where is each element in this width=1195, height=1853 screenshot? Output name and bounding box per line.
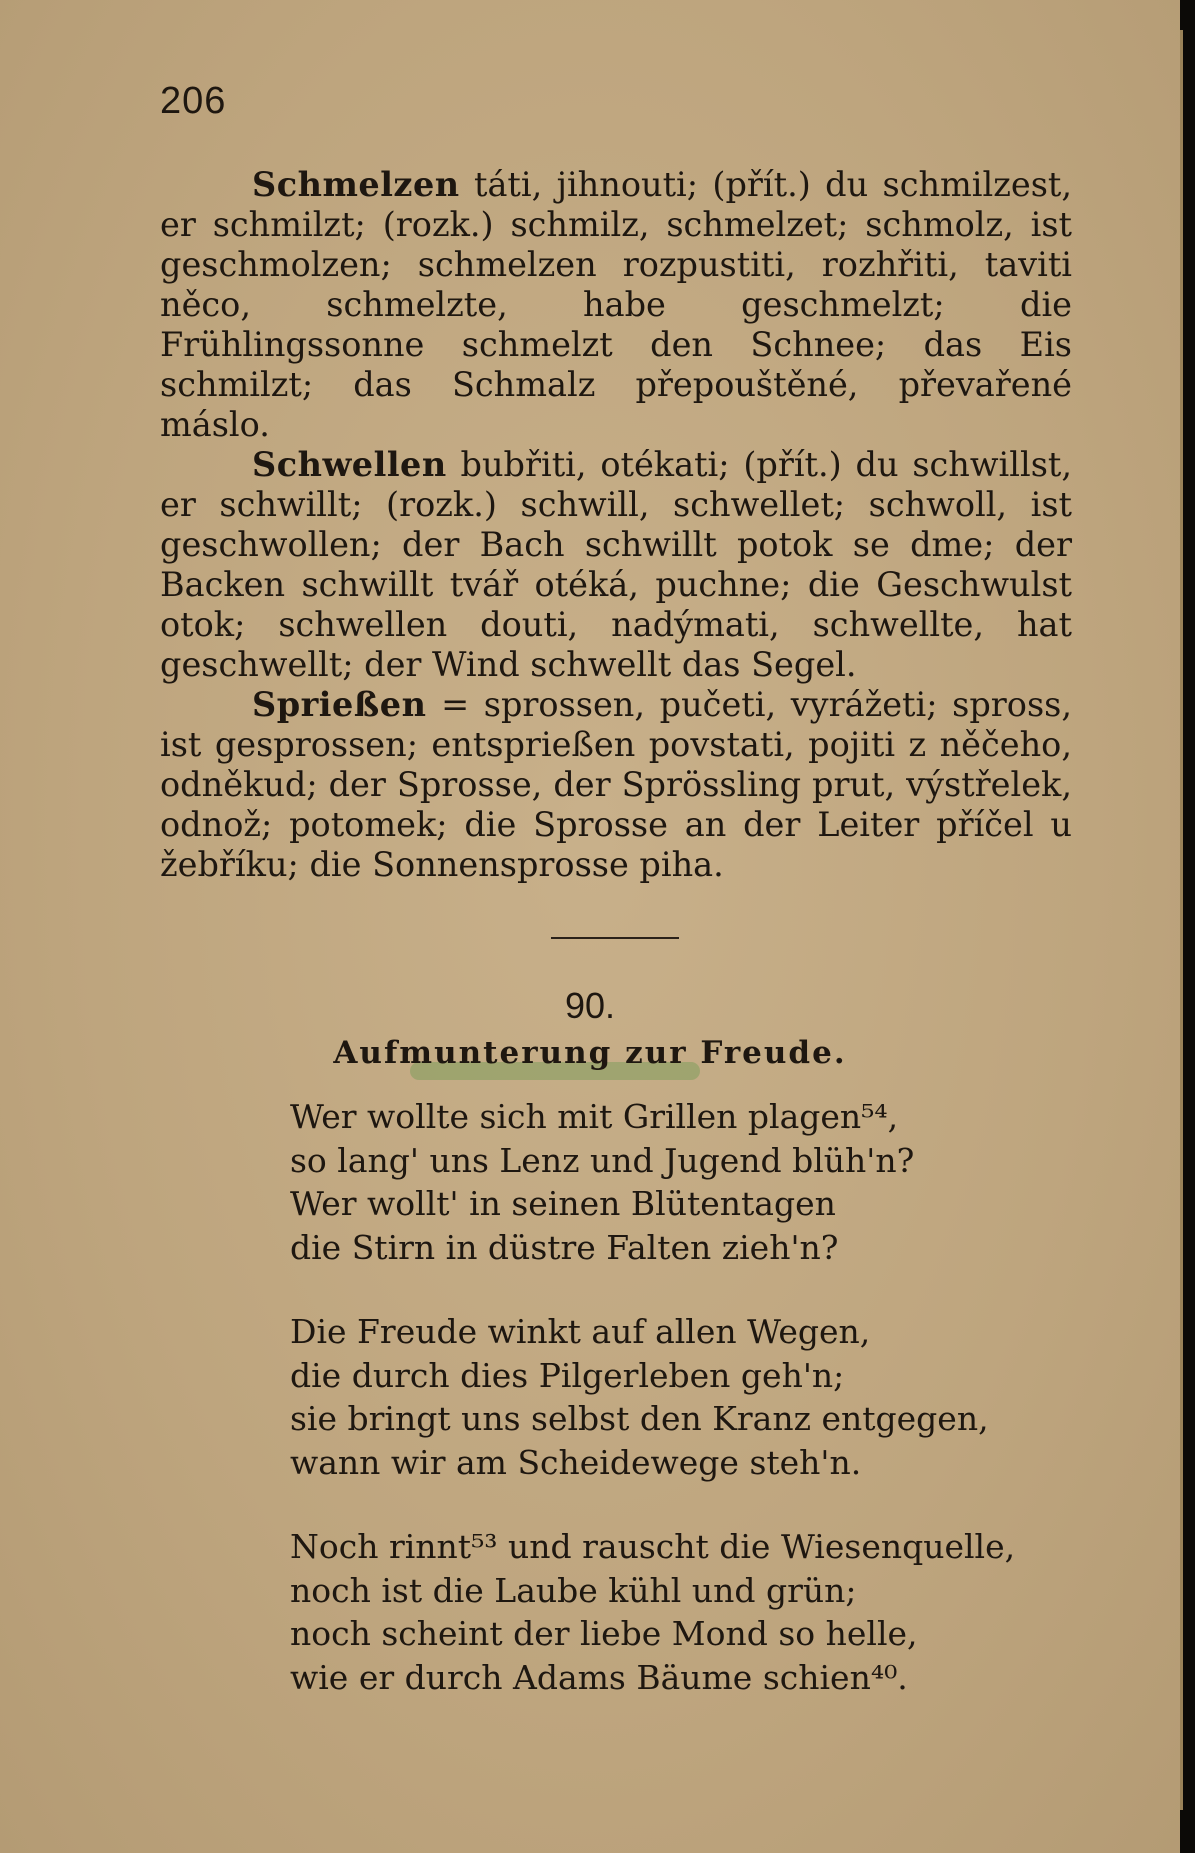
poem-line: die durch dies Pilgerleben geh'n; [290,1355,845,1395]
entry-headword: Schwellen [252,445,447,484]
stanza [290,1525,1016,1699]
stanza [290,1095,1010,1269]
poem-line: wann wir am Scheidewege steh'n. [290,1442,862,1482]
entry-headword: Sprießen [252,685,427,724]
section-divider [551,937,679,939]
entry-text: bubřiti, otékati; (přít.) du schwillst, er schwillt; (rozk.) schwill, schwellet; schwoll, ist geschwollen; der Bach schwillt potok se dme; der Backen schwillt tvář otéká, puchne; die Geschwulst otok; schwellen douti, nadýmati, schwellte, hat geschwellt; der Wind schwellt das Segel. [160,445,1072,684]
poem-line: noch ist die Laube kühl und grün; [290,1570,857,1610]
poem-line: so lang' uns Lenz und Jugend blüh'n? [290,1140,915,1180]
entry-text: = sprossen, pučeti, vyrážeti; spross, ist gesprossen; entsprießen povstati, pojiti z něčeho, odněkud; der Sprosse, der Sprössling prut, výstřelek, odnož; potomek; die Sprosse an der Leiter příčel u žebříku; die Sonnensprosse piha. [160,685,1072,884]
poem-line: Noch rinnt⁵³ und rauscht die Wiesenquelle, [290,1527,1016,1566]
stanza [290,1310,1010,1484]
poem-title: Aufmunterung zur Freude. [333,1035,847,1071]
poem-line: sie bringt uns selbst den Kranz entgegen, [290,1399,989,1438]
poem-line: Die Freude winkt auf allen Wegen, [290,1312,871,1351]
entry-schmelzen [160,165,1072,445]
poem-line: noch scheint der liebe Mond so helle, [290,1614,918,1653]
poem-line: die Stirn in düstre Falten zieh'n? [290,1227,839,1267]
entry-text: táti, jihnouti; (přít.) du schmilzest, er schmilzt; (rozk.) schmilz, schmelzet; schmolz, ist geschmolzen; schmelzen rozpustiti, rozhřiti, taviti něco, schmelzte, habe geschmelzt; die Frühlingssonne schmelzt den Schnee; das Eis schmilzt; das Schmalz přepouštěné, převařené máslo. [160,165,1072,444]
page-number: 206 [160,80,227,122]
page-edge-rule [1180,30,1183,1810]
entry-schwellen [160,445,1072,685]
dictionary-entries [160,165,1072,885]
poem-body [290,1095,1016,1740]
entry-spriessen [160,685,1072,885]
entry-headword: Schmelzen [252,165,460,204]
poem-line: wie er durch Adams Bäume schien⁴⁰. [290,1657,908,1697]
poem-line: Wer wollt' in seinen Blütentagen [290,1184,836,1223]
poem-line: Wer wollte sich mit Grillen plagen⁵⁴, [290,1097,899,1136]
poem-number: 90. [564,985,616,1026]
